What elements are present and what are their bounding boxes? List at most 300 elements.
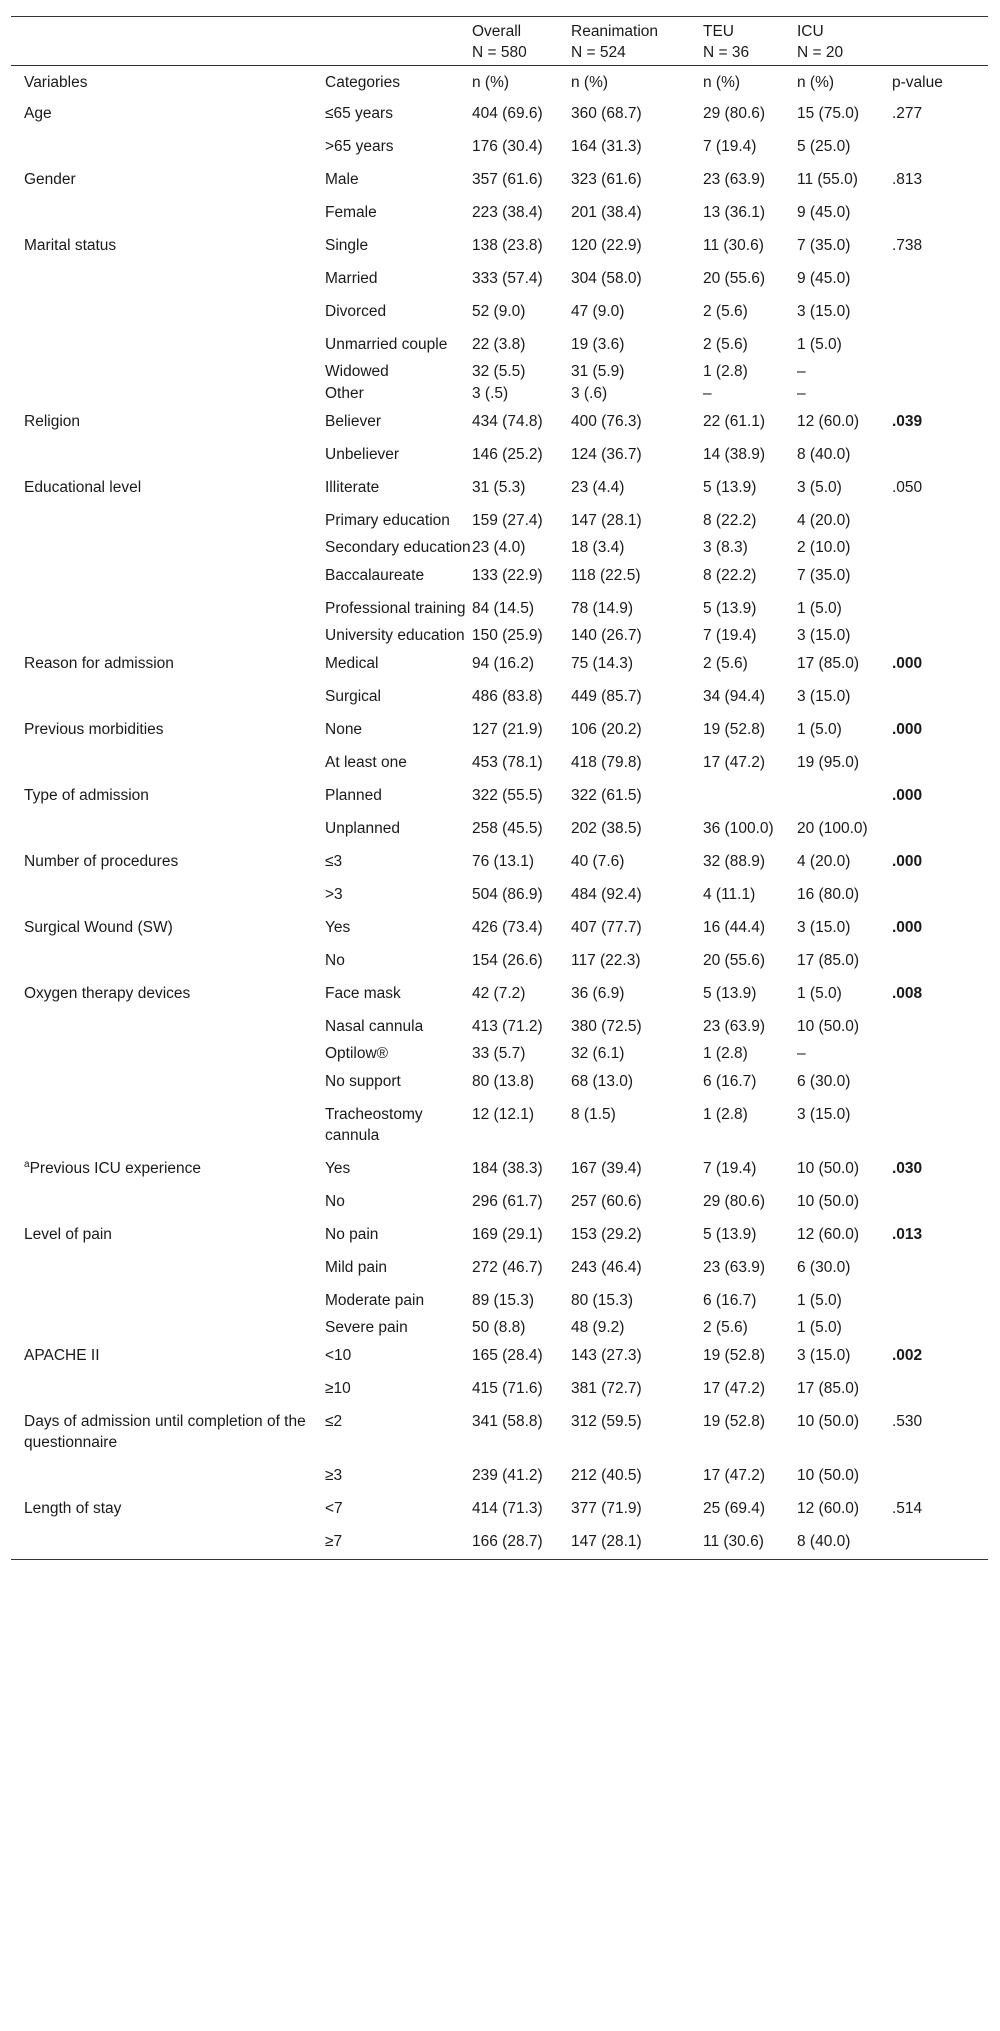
table-row [11,1525,988,1560]
cell-reanimation: 360 (68.7) [571,105,642,122]
cell-category: No [325,1193,345,1210]
cell-icu: 9 (45.0) [797,204,851,221]
cell-reanimation: 47 (9.0) [571,303,625,320]
cell-category: Primary education [325,512,450,529]
cell-p [892,1098,988,1152]
table-body [11,97,988,1560]
cell-teu: 11 (30.6) [703,237,764,254]
table-row [11,130,988,163]
cell-reanimation: 257 (60.6) [571,1193,642,1210]
cell-p [892,438,988,471]
cell-variable [11,537,325,559]
cell-p [892,1043,988,1065]
cell-variable [11,1010,325,1043]
cell-icu: 11 (55.0) [797,171,858,188]
table-row [11,1317,988,1339]
column-header: n (%) [797,66,892,98]
table-row [11,1218,988,1251]
cell-p [892,328,988,361]
cell-overall: 272 (46.7) [472,1259,543,1276]
cell-p: .008 [892,985,923,1002]
cell-category: Widowed [325,363,389,380]
cell-overall: 32 (5.5) [472,363,526,380]
cell-category: Surgical [325,688,381,705]
cell-teu: 20 (55.6) [703,952,766,969]
cell-category: Single [325,237,369,254]
cell-reanimation: 36 (6.9) [571,985,625,1002]
cell-teu: 17 (47.2) [703,754,766,771]
cell-variable [11,1065,325,1098]
cell-p: .813 [892,171,923,188]
cell-overall: 146 (25.2) [472,446,543,463]
table-row [11,405,988,438]
cell-teu: 7 (19.4) [703,627,757,644]
group-n: N = 524 [571,44,626,61]
cell-variable: Gender [24,171,76,188]
cell-icu: 8 (40.0) [797,446,851,463]
table-row [11,1010,988,1043]
cell-variable [11,680,325,713]
cell-p [892,812,988,845]
cell-reanimation: 118 (22.5) [571,567,641,584]
cell-teu: 29 (80.6) [703,1193,766,1210]
cell-reanimation: 23 (4.4) [571,479,625,496]
cell-category: Mild pain [325,1259,388,1276]
cell-overall: 239 (41.2) [472,1467,543,1484]
cell-p [892,1372,988,1405]
column-header: p-value [892,66,988,98]
group-name: Reanimation [571,23,659,40]
cell-teu: 14 (38.9) [703,446,766,463]
cell-p [892,944,988,977]
cell-category: ≥10 [325,1380,351,1397]
cell-reanimation: 19 (3.6) [571,336,625,353]
cell-icu: 3 (15.0) [797,688,851,705]
table-row [11,361,988,383]
cell-variable: Previous morbidities [24,721,164,738]
cell-category: Unplanned [325,820,400,837]
cell-variable [11,262,325,295]
cell-icu: 9 (45.0) [797,270,851,287]
cell-icu: 10 (50.0) [797,1193,860,1210]
cell-reanimation: 124 (36.7) [571,446,642,463]
cell-teu: 6 (16.7) [703,1292,757,1309]
table-row [11,779,988,812]
cell-teu: 8 (22.2) [703,567,757,584]
cell-p [892,1251,988,1284]
cell-icu: 3 (15.0) [797,1347,851,1364]
cell-icu: 1 (5.0) [797,336,842,353]
cell-teu: 23 (63.9) [703,171,766,188]
cell-overall: 413 (71.2) [472,1018,543,1035]
table-row [11,1459,988,1492]
cell-p [892,878,988,911]
cell-p: .050 [892,479,923,496]
cell-reanimation: 80 (15.3) [571,1292,634,1309]
cell-icu: 1 (5.0) [797,600,842,617]
group-n: N = 20 [797,44,844,61]
cell-variable: Marital status [24,237,117,254]
cell-teu: 4 (11.1) [703,886,756,903]
cell-p: .000 [892,721,923,738]
cell-teu: 17 (47.2) [703,1467,766,1484]
cell-variable [11,746,325,779]
cell-p [892,1185,988,1218]
cell-overall: 426 (73.4) [472,919,543,936]
cell-teu: 29 (80.6) [703,105,766,122]
cell-category: Secondary education [325,539,471,556]
cell-teu: 2 (5.6) [703,1319,748,1336]
cell-category: Believer [325,413,381,430]
cell-overall: 94 (16.2) [472,655,535,672]
cell-p [892,295,988,328]
cell-overall: 52 (9.0) [472,303,526,320]
group-name: Overall [472,23,522,40]
cell-icu: 5 (25.0) [797,138,851,155]
cell-variable: Religion [24,413,81,430]
cell-overall: 42 (7.2) [472,985,526,1002]
cell-variable: Oxygen therapy devices [24,985,191,1002]
cell-reanimation: 3 (.6) [571,385,608,402]
cell-p [892,1459,988,1492]
cell-icu: 6 (30.0) [797,1073,851,1090]
table-row [11,680,988,713]
cell-overall: 154 (26.6) [472,952,543,969]
cell-overall: 150 (25.9) [472,627,543,644]
table-row [11,196,988,229]
cell-teu: 6 (16.7) [703,1073,757,1090]
cell-overall: 258 (45.5) [472,820,543,837]
cell-overall: 84 (14.5) [472,600,535,617]
cell-teu: 5 (13.9) [703,479,757,496]
table-row [11,1043,988,1065]
cell-overall: 415 (71.6) [472,1380,543,1397]
cell-icu: 8 (40.0) [797,1525,892,1560]
cell-icu: 10 (50.0) [797,1467,860,1484]
cell-reanimation: 147 (28.1) [571,512,642,529]
cell-variable: Days of admission until completion of the questionnaire [24,1413,306,1451]
cell-overall: 127 (21.9) [472,721,543,738]
cell-overall: 169 (29.1) [472,1226,543,1243]
cell-category: Female [325,204,377,221]
cell-icu: 3 (15.0) [797,919,851,936]
cell-icu: 20 (100.0) [797,820,868,837]
column-header: n (%) [703,66,797,98]
cell-teu: 17 (47.2) [703,1380,766,1397]
cell-p [892,559,988,592]
cell-icu: 17 (85.0) [797,952,860,969]
header-empty [892,17,988,66]
cell-variable [11,295,325,328]
cell-reanimation: 418 (79.8) [571,754,642,771]
cell-variable [11,1525,325,1560]
cell-overall: 159 (27.4) [472,512,543,529]
cell-icu: – [797,1045,806,1062]
table-row [11,1339,988,1372]
cell-category: Illiterate [325,479,380,496]
cell-overall: 3 (.5) [472,385,509,402]
cell-teu: 34 (94.4) [703,688,766,705]
cell-overall: 165 (28.4) [472,1347,543,1364]
cell-reanimation: 377 (71.9) [571,1500,642,1517]
cell-variable [11,559,325,592]
cell-icu: – [797,385,806,402]
cell-overall: 486 (83.8) [472,688,543,705]
cell-p: .738 [892,237,923,254]
cell-p [892,1317,988,1339]
cell-reanimation: 323 (61.6) [571,171,642,188]
cell-category: ≤3 [325,853,343,870]
cell-category: Moderate pain [325,1292,425,1309]
cell-p: .039 [892,413,923,430]
cell-icu: – [797,363,806,380]
cell-icu: 1 (5.0) [797,721,842,738]
cell-variable: Length of stay [24,1500,122,1517]
cell-teu: 23 (63.9) [703,1259,766,1276]
table-row [11,383,988,405]
group-name: TEU [703,23,734,40]
cell-category: Optilow® [325,1045,389,1062]
cell-category: Yes [325,1160,351,1177]
cell-variable: Educational level [24,479,142,496]
cell-reanimation: 304 (58.0) [571,270,642,287]
cell-p: .030 [892,1160,923,1177]
cell-overall: 504 (86.9) [472,886,543,903]
table-row [11,97,988,130]
cell-variable [11,1185,325,1218]
cell-variable: APACHE II [24,1347,100,1364]
cell-variable [11,438,325,471]
table-row [11,944,988,977]
group-icu [797,17,892,66]
cell-reanimation: 484 (92.4) [571,886,642,903]
cell-icu: 12 (60.0) [797,413,860,430]
cell-teu: 13 (36.1) [703,204,766,221]
cell-p [892,504,988,537]
cell-category: Face mask [325,985,401,1002]
cell-reanimation: 381 (72.7) [571,1380,642,1397]
table-row [11,625,988,647]
cell-overall: 453 (78.1) [472,754,543,771]
cell-teu: 23 (63.9) [703,1018,766,1035]
cell-variable [11,196,325,229]
cell-icu: 3 (15.0) [797,303,851,320]
cell-category: Nasal cannula [325,1018,424,1035]
cell-reanimation: 322 (61.5) [571,787,642,804]
cell-teu [703,779,797,812]
cell-variable: Number of procedures [24,853,179,870]
cell-p: .514 [892,1500,923,1517]
cell-category: No support [325,1073,401,1090]
cell-reanimation: 143 (27.3) [571,1347,642,1364]
cell-category: Medical [325,655,379,672]
cell-category: Divorced [325,303,387,320]
table-row [11,812,988,845]
cell-category: Tracheostomy cannula [325,1106,423,1144]
cell-variable: Type of admission [24,787,149,804]
cell-overall: 133 (22.9) [472,567,543,584]
cell-variable [11,361,325,383]
cell-icu: 12 (60.0) [797,1500,860,1517]
cell-overall: 434 (74.8) [472,413,543,430]
cell-teu: 8 (22.2) [703,512,757,529]
cell-overall: 166 (28.7) [472,1525,571,1560]
cell-category: Married [325,270,378,287]
cell-overall: 322 (55.5) [472,787,543,804]
table-row [11,647,988,680]
cell-category: ≥3 [325,1467,343,1484]
cell-category: Other [325,385,364,402]
cell-reanimation: 48 (9.2) [571,1319,625,1336]
cell-reanimation: 380 (72.5) [571,1018,642,1035]
cell-reanimation: 117 (22.3) [571,952,641,969]
cell-category: None [325,721,363,738]
cell-p: .000 [892,919,923,936]
cell-teu: 2 (5.6) [703,655,748,672]
cell-reanimation: 106 (20.2) [571,721,642,738]
cell-icu: 15 (75.0) [797,105,860,122]
cell-p [892,262,988,295]
cell-overall: 89 (15.3) [472,1292,535,1309]
cell-icu: 4 (20.0) [797,512,851,529]
cell-p: .000 [892,787,923,804]
cell-icu: 1 (5.0) [797,1292,842,1309]
cell-category: Unbeliever [325,446,400,463]
cell-overall: 223 (38.4) [472,204,543,221]
cell-reanimation: 75 (14.3) [571,655,634,672]
cell-variable [11,1284,325,1317]
cell-icu: 6 (30.0) [797,1259,851,1276]
cell-category: Male [325,171,359,188]
cell-category: Professional training [325,600,466,617]
cell-variable [11,1459,325,1492]
cell-category: University education [325,627,465,644]
cell-reanimation: 68 (13.0) [571,1073,634,1090]
cell-p [892,383,988,405]
cell-teu: 1 (2.8) [703,1106,748,1123]
cell-teu: – [703,385,712,402]
cell-category: ≥7 [325,1525,472,1560]
cell-icu: 10 (50.0) [797,1413,860,1430]
cell-variable [11,944,325,977]
cell-reanimation: 400 (76.3) [571,413,642,430]
cell-reanimation: 18 (3.4) [571,539,625,556]
cell-teu: 32 (88.9) [703,853,766,870]
cell-category: Yes [325,919,351,936]
cell-icu: 3 (5.0) [797,479,842,496]
cell-icu: 12 (60.0) [797,1226,860,1243]
cell-overall: 31 (5.3) [472,479,526,496]
cell-category: <10 [325,1347,352,1364]
cell-overall: 22 (3.8) [472,336,526,353]
cell-overall: 50 (8.8) [472,1319,526,1336]
cell-overall: 357 (61.6) [472,171,543,188]
cell-variable: Level of pain [24,1226,112,1243]
cell-p: .002 [892,1347,923,1364]
cell-category: >65 years [325,138,394,155]
cell-teu: 7 (19.4) [703,138,757,155]
table-row [11,1372,988,1405]
table-row [11,471,988,504]
cell-overall: 341 (58.8) [472,1413,543,1430]
cell-variable [11,1043,325,1065]
cell-p: .000 [892,853,923,870]
cell-p: .000 [892,655,923,672]
cell-p [892,746,988,779]
cell-icu: 1 (5.0) [797,1319,842,1336]
cell-category: No pain [325,1226,379,1243]
cell-variable [11,625,325,647]
cell-p: .277 [892,105,923,122]
cell-category: ≤65 years [325,105,393,122]
cell-p [892,680,988,713]
table-row [11,537,988,559]
table-row [11,559,988,592]
cell-reanimation: 202 (38.5) [571,820,642,837]
footnote-marker: a [24,1158,30,1170]
cell-p [892,1284,988,1317]
cell-p [892,130,988,163]
cell-p: .530 [892,1413,923,1430]
group-n: N = 580 [472,44,527,61]
cell-reanimation: 153 (29.2) [571,1226,642,1243]
cell-category: <7 [325,1500,343,1517]
cell-variable [11,130,325,163]
cell-icu: 7 (35.0) [797,567,851,584]
table-row [11,845,988,878]
cell-teu: 5 (13.9) [703,985,757,1002]
column-header: Variables [11,66,325,98]
cell-reanimation: 201 (38.4) [571,204,642,221]
cell-teu: 5 (13.9) [703,1226,757,1243]
cell-icu: 2 (10.0) [797,539,851,556]
table-row [11,592,988,625]
cell-teu: 25 (69.4) [703,1500,766,1517]
cell-reanimation: 407 (77.7) [571,919,642,936]
cell-icu [797,779,892,812]
cell-reanimation: 243 (46.4) [571,1259,642,1276]
cell-p [892,1010,988,1043]
cell-icu: 3 (15.0) [797,627,851,644]
cell-icu: 3 (15.0) [797,1106,851,1123]
cell-teu: 11 (30.6) [703,1525,797,1560]
table-row [11,1405,988,1459]
cell-teu: 1 (2.8) [703,1045,748,1062]
header-group-row [11,17,988,66]
cell-p [892,361,988,383]
group-n: N = 36 [703,44,750,61]
cell-reanimation: 31 (5.9) [571,363,625,380]
variable-label: Previous ICU experience [29,1160,202,1177]
cell-category: No [325,952,345,969]
table-row [11,163,988,196]
cell-variable [11,878,325,911]
cell-category: >3 [325,886,343,903]
table-row [11,1185,988,1218]
table-row [11,1492,988,1525]
cell-overall: 80 (13.8) [472,1073,535,1090]
cell-variable [11,812,325,845]
cell-p [892,196,988,229]
cell-reanimation: 147 (28.1) [571,1525,703,1560]
cell-variable: Surgical Wound (SW) [24,919,173,936]
cell-icu: 10 (50.0) [797,1018,860,1035]
cell-teu: 19 (52.8) [703,1413,766,1430]
table-row [11,1152,988,1185]
cell-variable [11,1372,325,1405]
column-header: n (%) [571,66,703,98]
cell-icu: 16 (80.0) [797,886,860,903]
